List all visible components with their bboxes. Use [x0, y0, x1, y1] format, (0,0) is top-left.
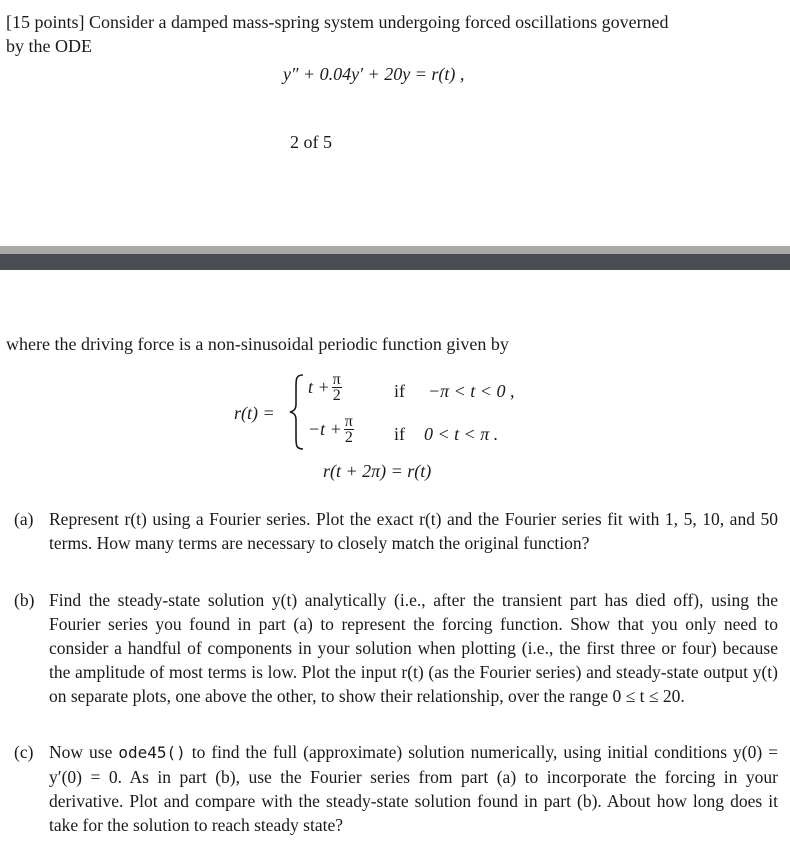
part-a-text: Represent r(t) using a Fourier series. Plot the exact r(t) and the Fourier series fit with 1, 5, 10, and 50 terms. How many terms are necessary to closely match the original function?	[49, 509, 778, 553]
page-indicator: 2 of 5	[290, 132, 332, 152]
case-2-expression: −t +	[308, 419, 342, 439]
piecewise-lhs: r(t) =	[234, 403, 275, 423]
part-c-text-start: Now use	[49, 742, 113, 762]
piecewise-case-2	[308, 414, 356, 445]
ode45-code: ode45()	[118, 743, 186, 762]
piecewise-case-1	[308, 372, 344, 403]
case-1-condition: −π < t < 0 ,	[428, 381, 515, 401]
pi-over-2-fraction	[332, 372, 342, 403]
fraction-denominator: 2	[344, 429, 353, 446]
case-1-expression: t +	[308, 377, 330, 397]
part-c-text-rest: to find the full (approximate) solution numerically, using initial conditions y(0) = y′(0) = 0. As in part (b), use the Fourier series from part (a) to incorporate the forcing in your derivative. Plot and compare with the steady-state solution found in part (b). About how long does it take for the solution to reach steady state?	[49, 742, 779, 835]
periodicity-equation: r(t + 2π) = r(t)	[323, 461, 432, 481]
intro-text: Consider a damped mass-spring system undergoing forced oscillations governed	[89, 12, 669, 32]
page-break-shadow	[0, 246, 790, 254]
intro-line-2: by the ODE	[6, 36, 92, 56]
part-a-label: (a)	[14, 509, 34, 529]
intro-line-1	[6, 12, 669, 33]
fraction-denominator: 2	[332, 387, 341, 404]
part-a	[14, 507, 778, 555]
page-break-bar	[0, 254, 790, 270]
part-b-text: Find the steady-state solution y(t) analytically (i.e., after the transient part has died off), using the Fourier series you found in part (a) to represent the forcing function. Show that you only need to consider a handful of components in your solution when plotting (i.e., the first three or four) because the amplitude of most terms is low. Plot the input r(t) (as the Fourier series) and steady-state output y(t) on separate plots, one above the other, to show their relationship, over the range 0 ≤ t ≤ 20.	[49, 590, 778, 706]
left-brace-icon	[289, 373, 305, 451]
fraction-numerator: π	[332, 371, 341, 388]
part-c-label: (c)	[14, 742, 34, 762]
case-2-if: if	[394, 424, 405, 444]
case-1-if: if	[394, 381, 405, 401]
part-b	[14, 588, 778, 708]
pi-over-2-fraction	[344, 414, 354, 445]
case-2-condition: 0 < t < π .	[424, 424, 499, 444]
part-c-text	[49, 740, 778, 837]
points-label: [15 points]	[6, 12, 85, 32]
driving-force-sentence: where the driving force is a non-sinusoidal periodic function given by	[6, 334, 509, 354]
part-c	[14, 740, 778, 837]
part-b-label: (b)	[14, 590, 35, 610]
ode-equation: y″ + 0.04y′ + 20y = r(t) ,	[283, 64, 465, 84]
fraction-numerator: π	[344, 413, 353, 430]
